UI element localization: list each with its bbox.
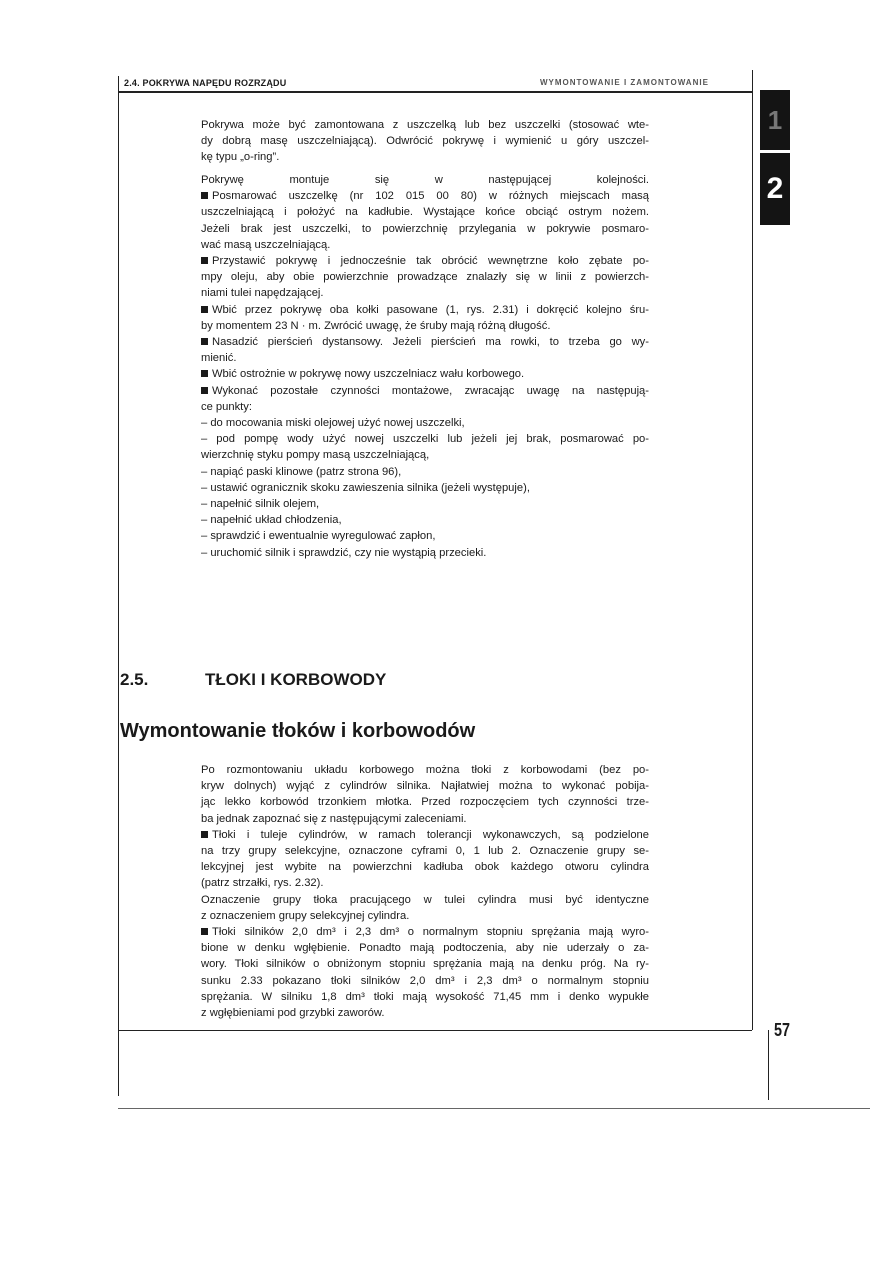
- text-line-content: Wbić ostrożnie w pokrywę nowy uszczelniacz wału korbowego.: [212, 368, 525, 381]
- text-line: [201, 350, 649, 366]
- text-line-content: kę typu „o-ring”.: [201, 151, 280, 164]
- text-line-content: Wbić przez pokrywę oba kołki pasowane (1, rys. 2.31) i dokręcić kolejno śru-: [212, 303, 649, 316]
- text-line-content: (patrz strzałki, rys. 2.32).: [201, 877, 324, 890]
- text-line: [201, 133, 649, 149]
- text-line-content: dy dobrą masę uszczelniającą). Odwrócić pokrywę i wymienić u góry uszczel-: [201, 135, 649, 148]
- text-line-content: Wykonać pozostałe czynności montażowe, zwracając uwagę na następują-: [212, 384, 649, 397]
- footer-rule: [118, 1030, 752, 1031]
- text-line-content: Jeżeli brak jest uszczelki, to powierzchnię przylegania w pokrywie posmaro-: [201, 222, 649, 235]
- text-line: [201, 956, 649, 972]
- text-line: [201, 431, 649, 447]
- text-line: [201, 253, 649, 269]
- bottom-edge-rule: [118, 1108, 870, 1109]
- bullet-square-icon: [201, 370, 208, 377]
- text-line: [201, 237, 649, 253]
- text-line-content: – napełnić silnik olejem,: [201, 498, 320, 511]
- text-line: [201, 269, 649, 285]
- text-line-content: ce punkty:: [201, 400, 252, 413]
- running-title: 2.4. POKRYWA NAPĘDU ROZRZĄDU: [124, 78, 287, 88]
- text-line: [201, 528, 649, 544]
- pistons-text: [201, 762, 649, 1021]
- text-line: [201, 366, 649, 382]
- text-line: [201, 399, 649, 415]
- text-line: [201, 172, 649, 188]
- intro-paragraph: [201, 117, 649, 166]
- text-line-content: Pokrywa może być zamontowana z uszczelką lub bez uszczelki (stosować wte-: [201, 119, 649, 131]
- text-line-content: uszczelniającą i położyć na kadłubie. Wystające końce obciąć ostrym nożem.: [201, 206, 649, 219]
- subsection-heading: Wymontowanie tłoków i korbowodów: [120, 720, 476, 742]
- section-number: 2.5.: [120, 670, 149, 689]
- text-line: [201, 908, 649, 924]
- text-line-content: – napiąć paski klinowe (patrz strona 96),: [201, 465, 402, 478]
- bullet-square-icon: [201, 928, 208, 935]
- bullet-square-icon: [201, 831, 208, 838]
- text-line-content: Posmarować uszczelkę (nr 102 015 00 80) w różnych miejscach masą: [212, 190, 649, 203]
- header-rule: [118, 91, 752, 93]
- bullet-square-icon: [201, 338, 208, 345]
- right-margin-rule: [752, 70, 753, 1030]
- text-line-content: z wgłębieniami pod grzybki zaworów.: [201, 1007, 385, 1020]
- text-line: [201, 794, 649, 810]
- text-line-content: wierzchnię styku pompy masą uszczelniającą,: [201, 449, 430, 462]
- text-line: [201, 859, 649, 875]
- page-number-rule: [768, 1030, 769, 1100]
- text-line-content: Tłoki i tuleje cylindrów, w ramach tolerancji wykonawczych, są podzielone: [212, 828, 649, 841]
- text-line-content: – pod pompę wody użyć nowej uszczelki lub jeżeli jej brak, posmarować po-: [201, 433, 649, 446]
- text-line-content: – ustawić ogranicznik skoku zawieszenia silnika (jeżeli występuje),: [201, 481, 530, 494]
- text-line-content: jąc lekko korbowód trzonkiem młotka. Przed rozpoczęciem tych czynności trze-: [201, 796, 649, 809]
- text-line: [201, 149, 649, 165]
- text-line-content: Tłoki silników 2,0 dm³ i 2,3 dm³ o normalnym stopniu sprężania mają wyro-: [212, 926, 649, 939]
- text-line: [201, 940, 649, 956]
- text-line-content: – napełnić układ chłodzenia,: [201, 514, 342, 527]
- text-line: [201, 334, 649, 350]
- text-line: [201, 924, 649, 940]
- bullet-square-icon: [201, 306, 208, 313]
- text-line: [201, 875, 649, 891]
- text-line: [201, 973, 649, 989]
- text-line: [201, 188, 649, 204]
- section-title: TŁOKI I KORBOWODY: [205, 670, 387, 689]
- text-line-content: na trzy grupy selekcyjne, oznaczone cyframi 0, 1 lub 2. Oznaczenie grupy se-: [201, 845, 649, 858]
- text-line: [201, 1005, 649, 1021]
- text-line-content: Przystawić pokrywę i jednocześnie tak obrócić wewnętrzne koło zębate po-: [212, 255, 649, 268]
- chapter-tab-1: 1: [760, 90, 790, 150]
- text-line: [201, 302, 649, 318]
- text-line: [201, 827, 649, 843]
- text-line-content: wać masą uszczelniającą.: [201, 238, 331, 251]
- text-line-content: ba jednak zapoznać się z następującymi zaleceniami.: [201, 812, 467, 825]
- text-line-content: Nasadzić pierścień dystansowy. Jeżeli pierścień ma rowki, to trzeba go wy-: [212, 336, 649, 349]
- text-line: [201, 811, 649, 827]
- text-line-content: Pokrywę montuje się w następującej kolejności.: [201, 174, 649, 186]
- text-line: [201, 221, 649, 237]
- text-line-content: sprężania. W silniku 1,8 dm³ tłoki mają wysokość 71,45 mm i denko wypukłe: [201, 990, 649, 1003]
- assembly-steps: [201, 172, 649, 561]
- text-line-content: wory. Tłoki silników o obniżonym stopniu sprężania mają na denku próg. Na ry-: [201, 958, 649, 971]
- text-line: [201, 285, 649, 301]
- text-line: [201, 204, 649, 220]
- text-line: [201, 545, 649, 561]
- text-line-content: kryw dolnych) wyjąć z cylindrów silnika. Najłatwiej można to wykonać pobija-: [201, 780, 649, 793]
- page-number: 57: [774, 1020, 791, 1040]
- text-line-content: – uruchomić silnik i sprawdzić, czy nie wystąpią przecieki.: [201, 546, 487, 559]
- text-line: [201, 892, 649, 908]
- text-line: [201, 383, 649, 399]
- text-line: [201, 496, 649, 512]
- chapter-tab-2: 2: [760, 153, 790, 225]
- text-line-content: z oznaczeniem grupy selekcyjnej cylindra.: [201, 909, 410, 922]
- text-line-content: – sprawdzić i ewentualnie wyregulować zapłon,: [201, 530, 436, 543]
- text-line: [201, 318, 649, 334]
- text-line-content: bione w denku wgłębienie. Ponadto mają podtoczenia, aby nie uderzały o za-: [201, 942, 649, 955]
- text-line-content: Oznaczenie grupy tłoka pracującego w tulei cylindra musi być identyczne: [201, 893, 649, 906]
- section-heading: [120, 670, 386, 690]
- text-line-content: niami tulei napędzającej.: [201, 287, 324, 300]
- text-line: [201, 447, 649, 463]
- text-line-content: mpy oleju, aby obie powierzchnie prowadzące znalazły się w linii z powierzch-: [201, 271, 649, 284]
- text-line-content: sunku 2.33 pokazano tłoki silników 2,0 dm³ i 2,3 dm³ o normalnym stopniu: [201, 974, 649, 987]
- text-line: [201, 762, 649, 778]
- text-line-content: mienić.: [201, 352, 237, 365]
- text-line: [201, 512, 649, 528]
- text-line-content: Po rozmontowaniu układu korbowego można tłoki z korbowodami (bez po-: [201, 764, 649, 776]
- text-line: [201, 843, 649, 859]
- text-line-content: lekcyjnej jest wybite na powierzchni kadłuba obok każdego otworu cylindra: [201, 861, 649, 874]
- text-line-content: by momentem 23 N · m. Zwrócić uwagę, że śruby mają różną długość.: [201, 319, 551, 332]
- text-line-content: – do mocowania miski olejowej użyć nowej uszczelki,: [201, 417, 465, 430]
- text-line: [201, 117, 649, 133]
- bullet-square-icon: [201, 257, 208, 264]
- bullet-square-icon: [201, 192, 208, 199]
- text-line: [201, 415, 649, 431]
- text-line: [201, 480, 649, 496]
- text-line: [201, 464, 649, 480]
- bullet-square-icon: [201, 387, 208, 394]
- text-line: [201, 778, 649, 794]
- left-margin-rule: [118, 76, 119, 1096]
- running-title-right: WYMONTOWANIE I ZAMONTOWANIE: [540, 78, 709, 87]
- text-line: [201, 989, 649, 1005]
